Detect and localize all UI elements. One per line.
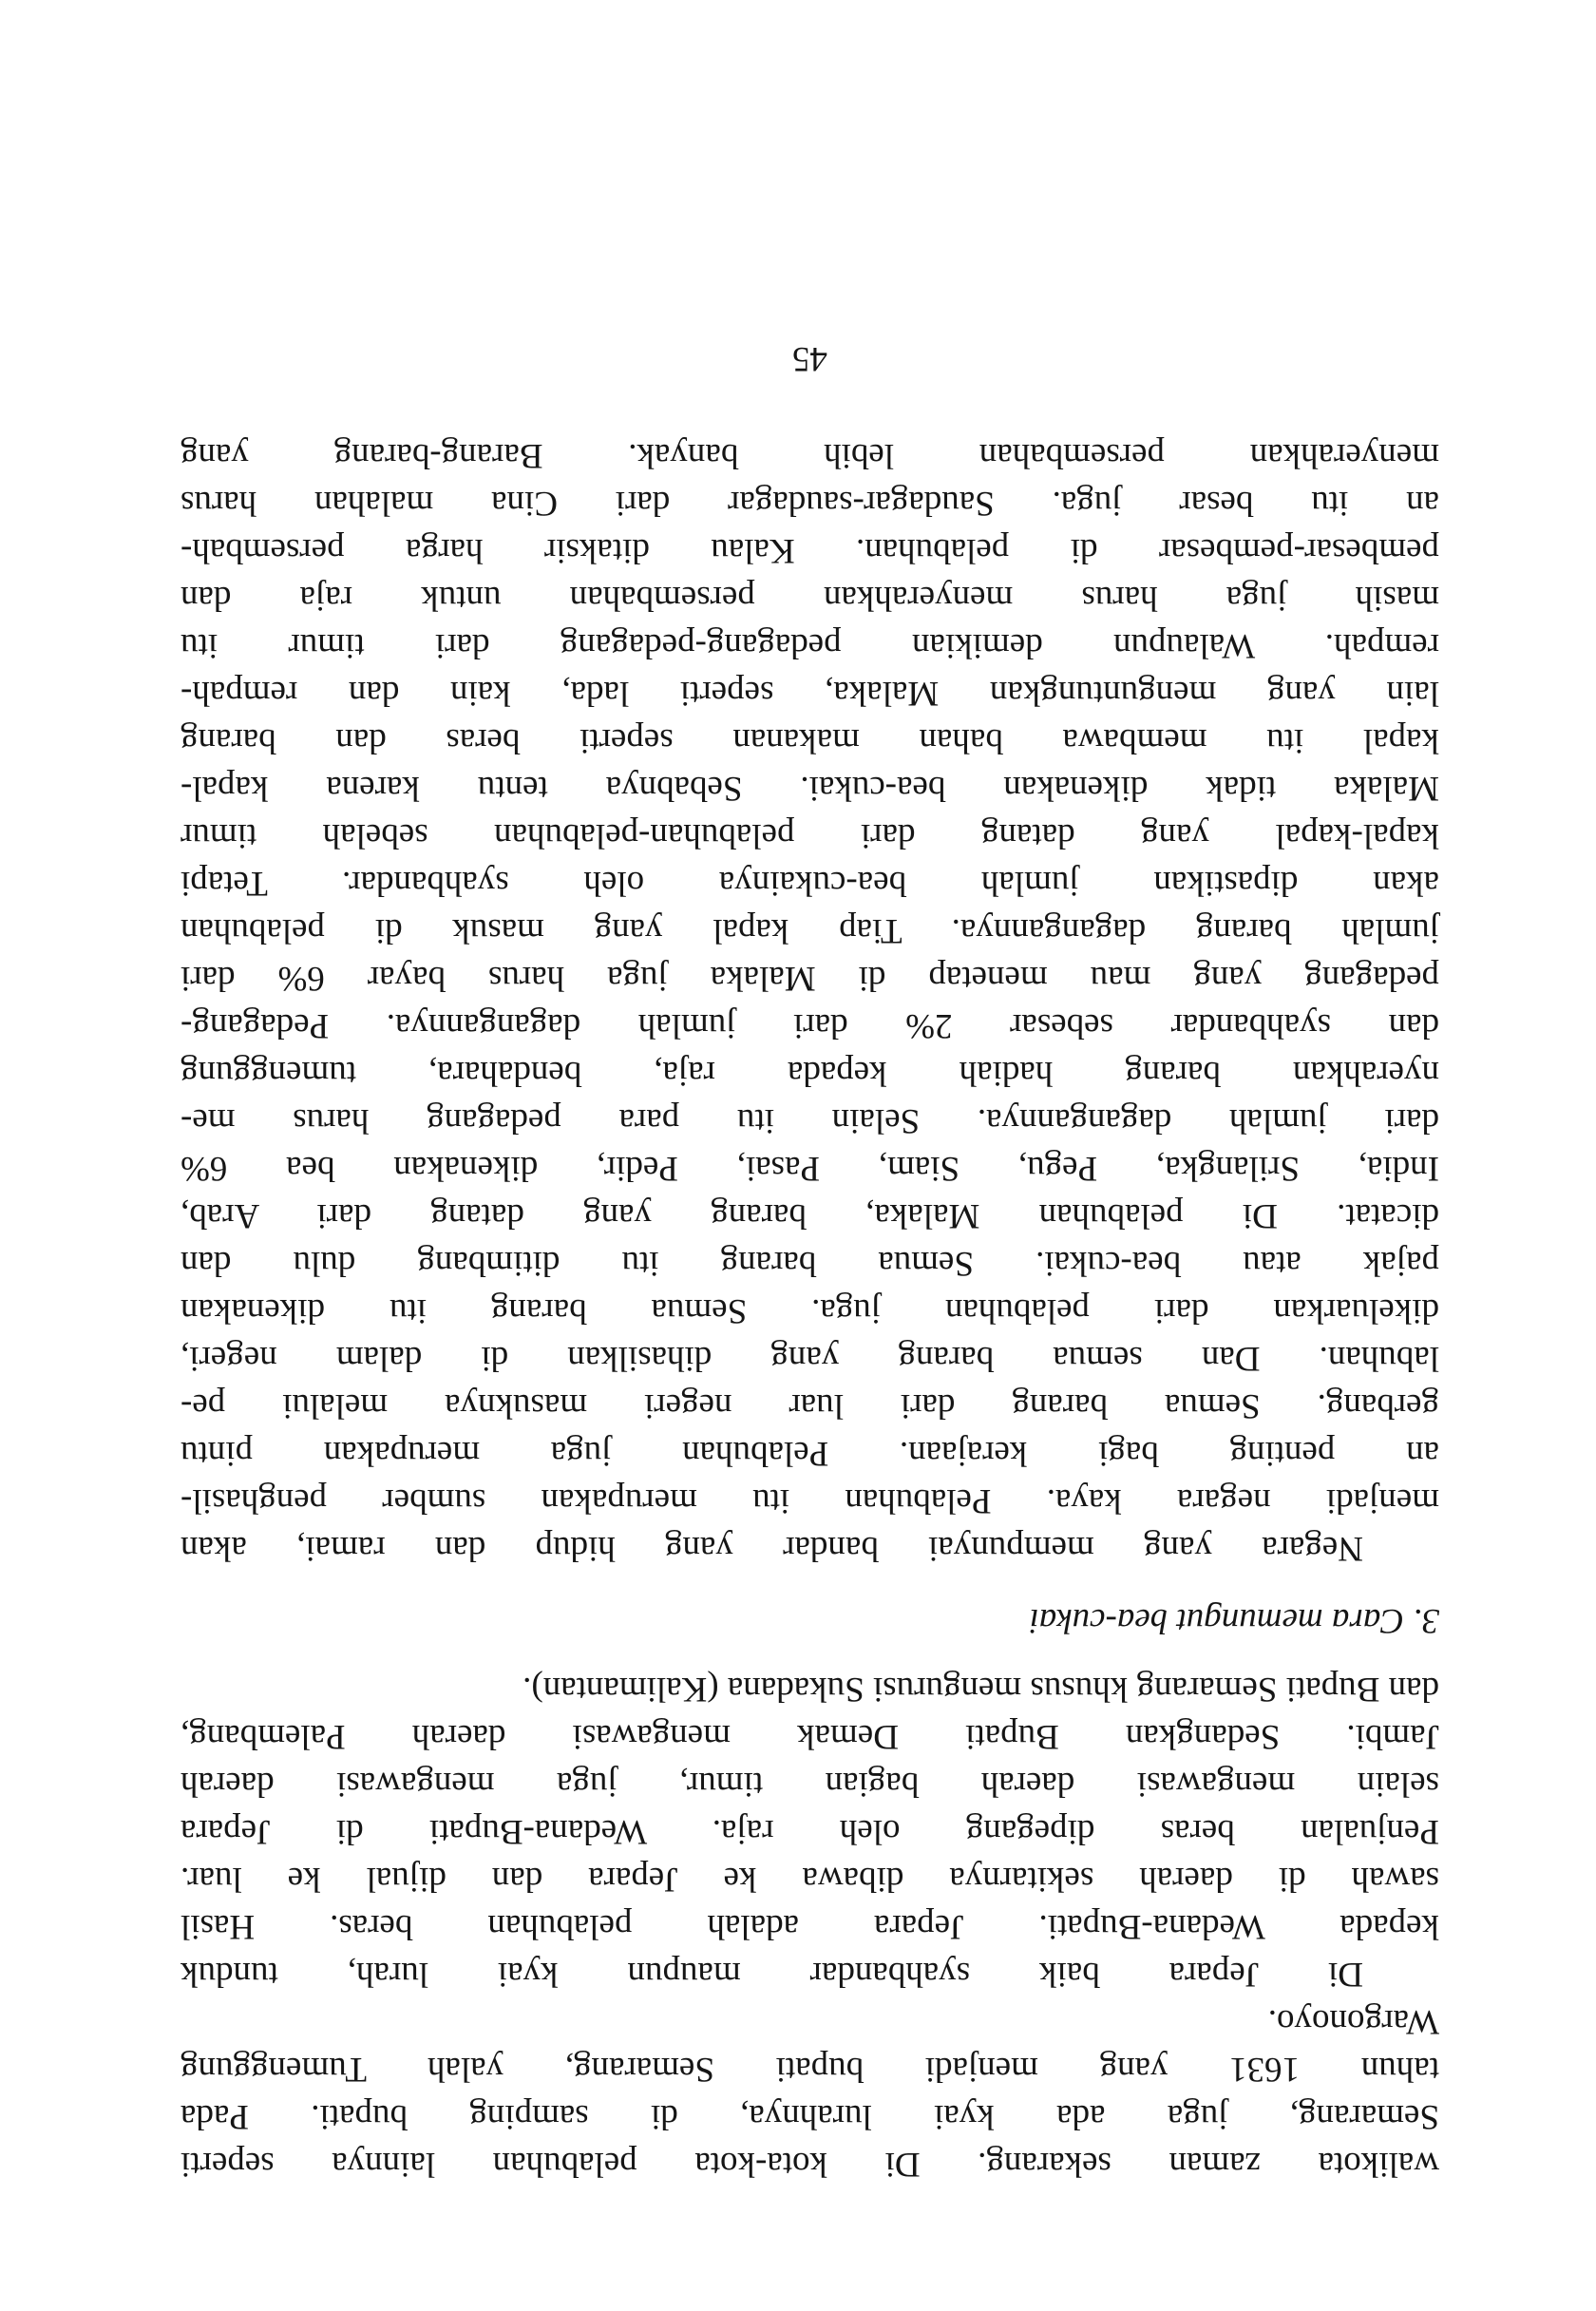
text-line: Malaka tidak dikenakan bea-cukai. Sebabnya tentu karena kapal- [180, 769, 1439, 808]
text-line: an penting bagi kerajaan. Pelabuhan juga merupakan pintu [180, 1434, 1439, 1473]
text-line: masih juga harus menyerahkan persembahan untuk raja dan [180, 579, 1439, 618]
text-line: pembesar-pembesar di pelabuhan. Kalau ditaksir harga persembah- [180, 531, 1439, 570]
text-line: dikeluarkan dari pelabuhan juga. Semua barang itu dikenakan [180, 1291, 1439, 1330]
text-line: sawah di daerah sekitarnya dibawa ke Jepara dan dijual ke luar. [180, 1860, 1439, 1899]
text-line: Jambi. Sedangkan Bupati Demak mengawasi daerah Palembang, [180, 1717, 1439, 1756]
text-line: lain yang menguntungkan Malaka, seperti lada, kain dan rempah- [180, 674, 1439, 713]
text-line: Di Jepara baik syahbandar maupun kyai lurah, tunduk [180, 1955, 1363, 1994]
text-line: selain mengawasi daerah bagian timur, juga mengawasi daerah [180, 1765, 1439, 1804]
text-line: kapal itu membawa bahan makanan seperti beras dan barang [180, 721, 1439, 760]
text-line: menjadi negara kaya. Pelabuhan itu merupakan sumber penghasil- [180, 1481, 1439, 1520]
text-line: pajak atau bea-cukai. Semua barang itu ditimbang dulu dan [180, 1244, 1439, 1283]
text-line: jumlah barang dagangannya. Tiap kapal yang masuk di pelabuhan [180, 911, 1439, 950]
text-line: dari jumlah dagangannya. Selain itu para pedagang harus me- [180, 1101, 1439, 1140]
page-content [180, 334, 1439, 2187]
text-line: Penjualan beras dipegang oleh raja. Wedana-Bupati di Jepara [180, 1812, 1439, 1851]
paragraph [180, 1997, 1439, 2187]
text-line: dicatat. Di pelabuhan Malaka, barang yang datang dari Arab, [180, 1196, 1439, 1235]
text-line: walikota zaman sekarang. Di kota-kota pelabuhan lainnya seperti [180, 2145, 1439, 2184]
text-line: kapal-kapal yang datang dari pelabuhan-pelabuhan sebelah timur [180, 816, 1439, 855]
text-line: kepada Wedana-Bupati. Jepara adalah pelabuhan beras. Hasil [180, 1907, 1439, 1946]
page-number: 45 [792, 339, 827, 378]
text-line: dan Bupati Semarang khusus mengurusi Sukadana (Kalimantan). [522, 1670, 1439, 1709]
text-line: Wargonoyo. [1267, 2002, 1439, 2041]
text-line: dan syahbandar sebesar 2% dari jumlah dagangannya. Pedagang- [180, 1006, 1439, 1045]
text-line: India, Srilangka, Pegu, Siam, Pasai, Pedir, dikenakan bea 6% [180, 1149, 1439, 1188]
text-line: menyerahkan persembahan lebih banyak. Barang-barang yang [180, 436, 1439, 475]
intro-paragraphs [180, 1665, 1439, 2187]
text-line: an itu besar juga. Saudagar-saudagar dari Cina malahan harus [180, 484, 1439, 523]
paragraph [180, 1665, 1439, 1997]
text-line: Negara yang mempunyai bandar yang hidup dan ramai, akan [180, 1529, 1363, 1568]
section-paragraph [180, 431, 1439, 1572]
text-line: labuhan. Dan semua barang yang dihasilkan di dalam negeri, [180, 1339, 1439, 1378]
section-heading: 3. Cara memungut bea-cukai [1029, 1601, 1439, 1640]
text-line: Semarang, juga ada kyai lurahnya, di samping bupati. Pada [180, 2097, 1439, 2136]
text-line: tahun 1631 yang menjadi bupati Semarang, yalah Tumenggung [180, 2050, 1439, 2089]
text-line: rempah. Walaupun demikian pedagang-pedagang dari timur itu [180, 626, 1439, 665]
text-line: gerbang. Semua barang dari luar negeri masuknya melalui pe- [180, 1386, 1439, 1425]
text-line: pedagang yang mau menetap di Malaka juga harus bayar 6% dari [180, 959, 1439, 998]
text-line: nyerahkan barang hadiah kepada raja, bendahara, tumenggung [180, 1054, 1439, 1093]
text-line: akan dipastikan jumlah bea-cukainya oleh syahbandar. Tetapi [180, 864, 1439, 903]
